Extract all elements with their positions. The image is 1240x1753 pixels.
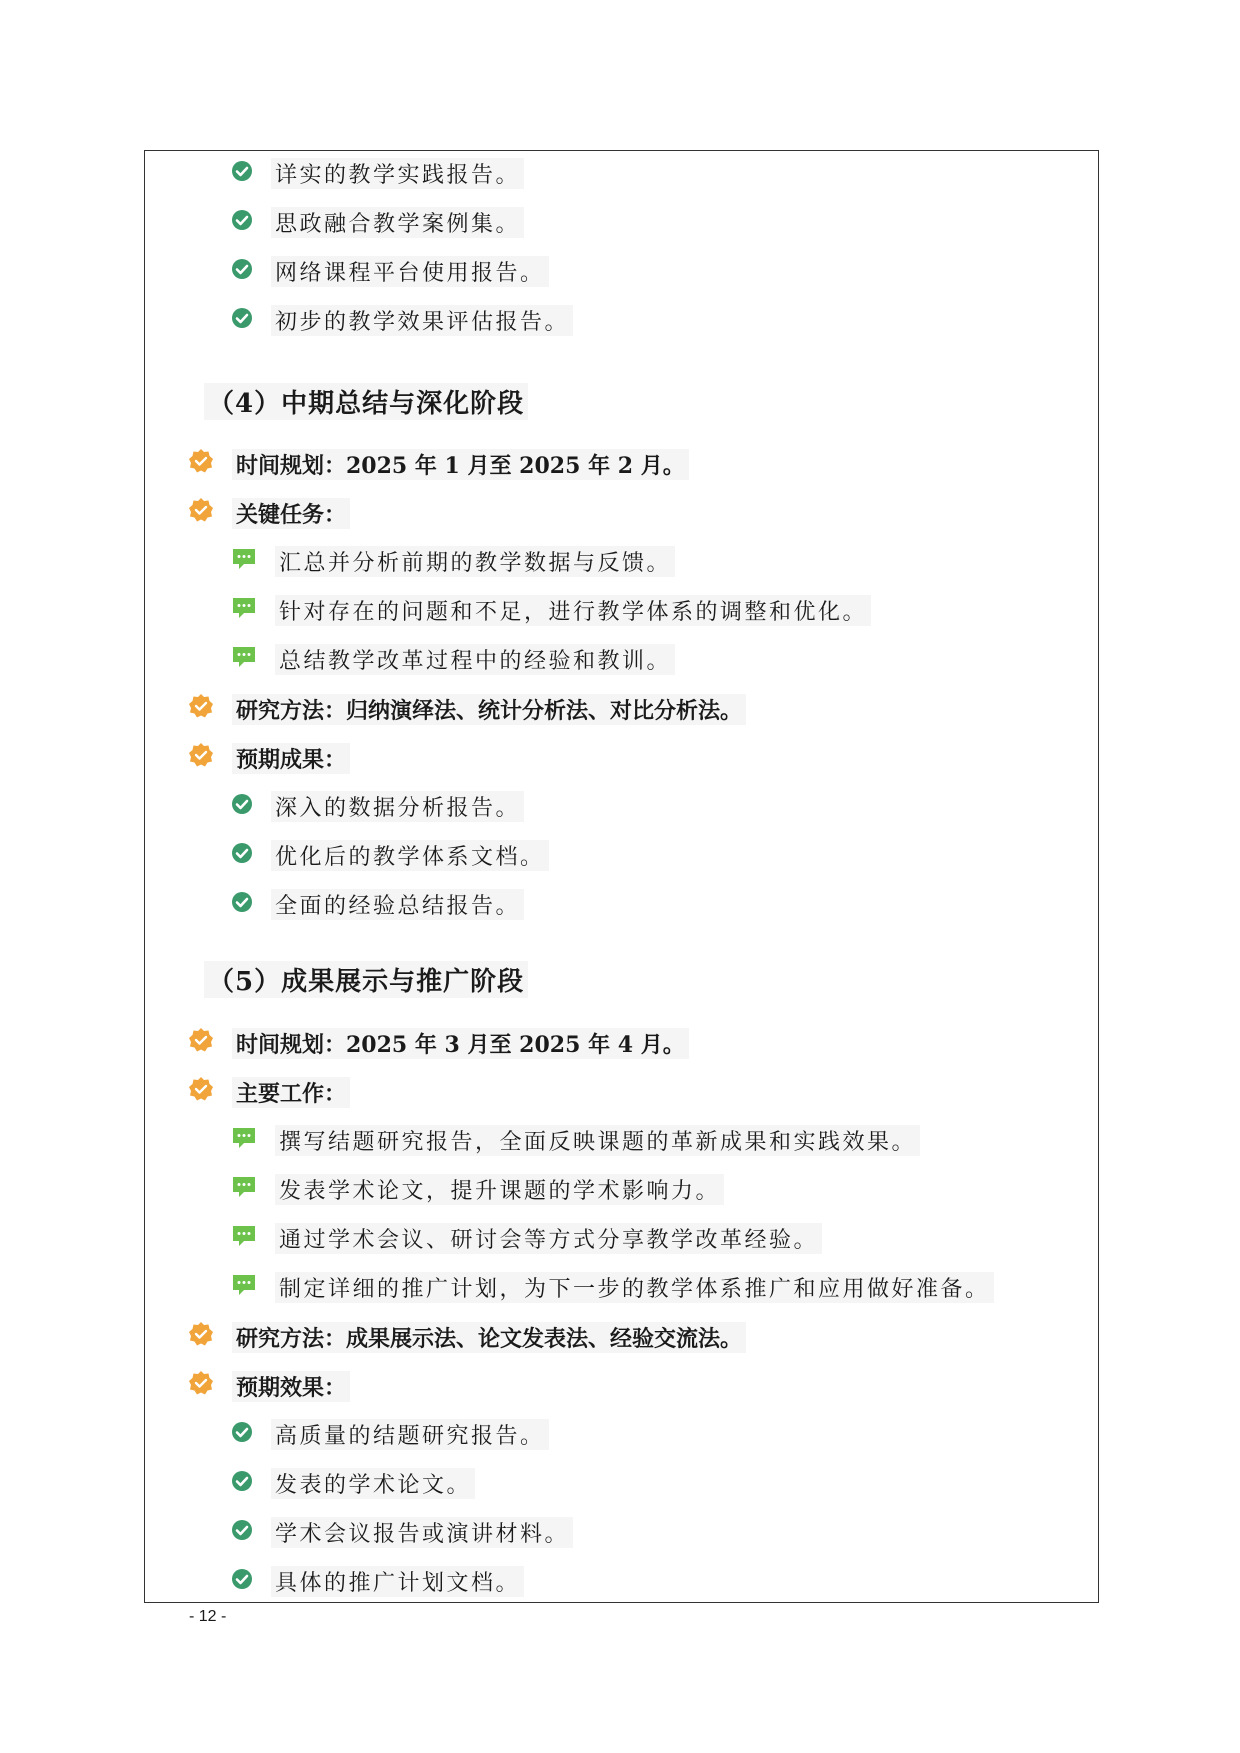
chat-bubble-icon bbox=[231, 1224, 257, 1254]
check-circle-icon bbox=[231, 160, 253, 188]
list-item-text: 深入的数据分析报告。 bbox=[271, 791, 524, 822]
time-plan: 时间规划：2025 年 3 月至 2025 年 4 月。 bbox=[232, 1028, 689, 1059]
list-item bbox=[231, 595, 871, 626]
section-item bbox=[188, 1370, 350, 1402]
check-circle-icon bbox=[231, 891, 253, 919]
page-number: - 12 - bbox=[189, 1608, 227, 1625]
section-item bbox=[188, 1027, 689, 1059]
chat-bubble-icon bbox=[231, 547, 257, 577]
check-circle-icon bbox=[231, 842, 253, 870]
list-item bbox=[231, 1419, 549, 1450]
badge-check-icon bbox=[188, 1027, 214, 1059]
research-methods: 研究方法：归纳演绎法、统计分析法、对比分析法。 bbox=[232, 694, 746, 725]
section-item bbox=[188, 1076, 350, 1108]
list-item bbox=[231, 1223, 822, 1254]
list-item-text: 优化后的教学体系文档。 bbox=[271, 840, 549, 871]
check-circle-icon bbox=[231, 307, 253, 335]
badge-check-icon bbox=[188, 1076, 214, 1108]
check-circle-icon bbox=[231, 793, 253, 821]
list-item bbox=[231, 256, 549, 287]
chat-bubble-icon bbox=[231, 645, 257, 675]
time-plan: 时间规划：2025 年 1 月至 2025 年 2 月。 bbox=[232, 449, 689, 480]
list-item bbox=[231, 889, 524, 920]
list-item bbox=[231, 1125, 920, 1156]
list-item-text: 详实的教学实践报告。 bbox=[271, 158, 524, 189]
list-item-text: 发表学术论文，提升课题的学术影响力。 bbox=[275, 1174, 724, 1205]
badge-check-icon bbox=[188, 693, 214, 725]
check-circle-icon bbox=[231, 209, 253, 237]
chat-bubble-icon bbox=[231, 1273, 257, 1303]
chat-bubble-icon bbox=[231, 1126, 257, 1156]
chat-bubble-icon bbox=[231, 1175, 257, 1205]
check-circle-icon bbox=[231, 1470, 253, 1498]
section-item bbox=[188, 693, 746, 725]
list-item bbox=[231, 1468, 475, 1499]
list-item bbox=[231, 1272, 994, 1303]
badge-check-icon bbox=[188, 448, 214, 480]
list-item bbox=[231, 1517, 573, 1548]
list-item-text: 思政融合教学案例集。 bbox=[271, 207, 524, 238]
list-item-text: 总结教学改革过程中的经验和教训。 bbox=[275, 644, 675, 675]
badge-check-icon bbox=[188, 1370, 214, 1402]
work-label: 主要工作： bbox=[232, 1077, 350, 1108]
badge-check-icon bbox=[188, 497, 214, 529]
list-item bbox=[231, 1566, 524, 1597]
list-item-text: 高质量的结题研究报告。 bbox=[271, 1419, 549, 1450]
list-item bbox=[231, 1174, 724, 1205]
section-item bbox=[188, 448, 689, 480]
list-item bbox=[231, 546, 675, 577]
section-heading: （4）中期总结与深化阶段 bbox=[204, 383, 528, 420]
check-circle-icon bbox=[231, 1568, 253, 1596]
list-item bbox=[231, 158, 524, 189]
list-item-text: 制定详细的推广计划，为下一步的教学体系推广和应用做好准备。 bbox=[275, 1272, 994, 1303]
check-circle-icon bbox=[231, 1421, 253, 1449]
research-methods: 研究方法：成果展示法、论文发表法、经验交流法。 bbox=[232, 1322, 746, 1353]
list-item-text: 撰写结题研究报告，全面反映课题的革新成果和实践效果。 bbox=[275, 1125, 920, 1156]
list-item bbox=[231, 840, 549, 871]
list-item-text: 网络课程平台使用报告。 bbox=[271, 256, 549, 287]
list-item-text: 通过学术会议、研讨会等方式分享教学改革经验。 bbox=[275, 1223, 822, 1254]
list-item-text: 汇总并分析前期的教学数据与反馈。 bbox=[275, 546, 675, 577]
list-item-text: 具体的推广计划文档。 bbox=[271, 1566, 524, 1597]
list-item-text: 全面的经验总结报告。 bbox=[271, 889, 524, 920]
check-circle-icon bbox=[231, 258, 253, 286]
list-item-text: 发表的学术论文。 bbox=[271, 1468, 475, 1499]
outcomes-label: 预期成果： bbox=[232, 743, 350, 774]
list-item bbox=[231, 791, 524, 822]
section-item bbox=[188, 1321, 746, 1353]
section-item bbox=[188, 742, 350, 774]
section-item bbox=[188, 497, 350, 529]
effects-label: 预期效果： bbox=[232, 1371, 350, 1402]
tasks-label: 关键任务： bbox=[232, 498, 350, 529]
badge-check-icon bbox=[188, 1321, 214, 1353]
chat-bubble-icon bbox=[231, 596, 257, 626]
list-item bbox=[231, 644, 675, 675]
list-item-text: 初步的教学效果评估报告。 bbox=[271, 305, 573, 336]
list-item bbox=[231, 305, 573, 336]
list-item-text: 针对存在的问题和不足，进行教学体系的调整和优化。 bbox=[275, 595, 871, 626]
check-circle-icon bbox=[231, 1519, 253, 1547]
list-item-text: 学术会议报告或演讲材料。 bbox=[271, 1517, 573, 1548]
section-heading: （5）成果展示与推广阶段 bbox=[204, 961, 528, 998]
badge-check-icon bbox=[188, 742, 214, 774]
list-item bbox=[231, 207, 524, 238]
